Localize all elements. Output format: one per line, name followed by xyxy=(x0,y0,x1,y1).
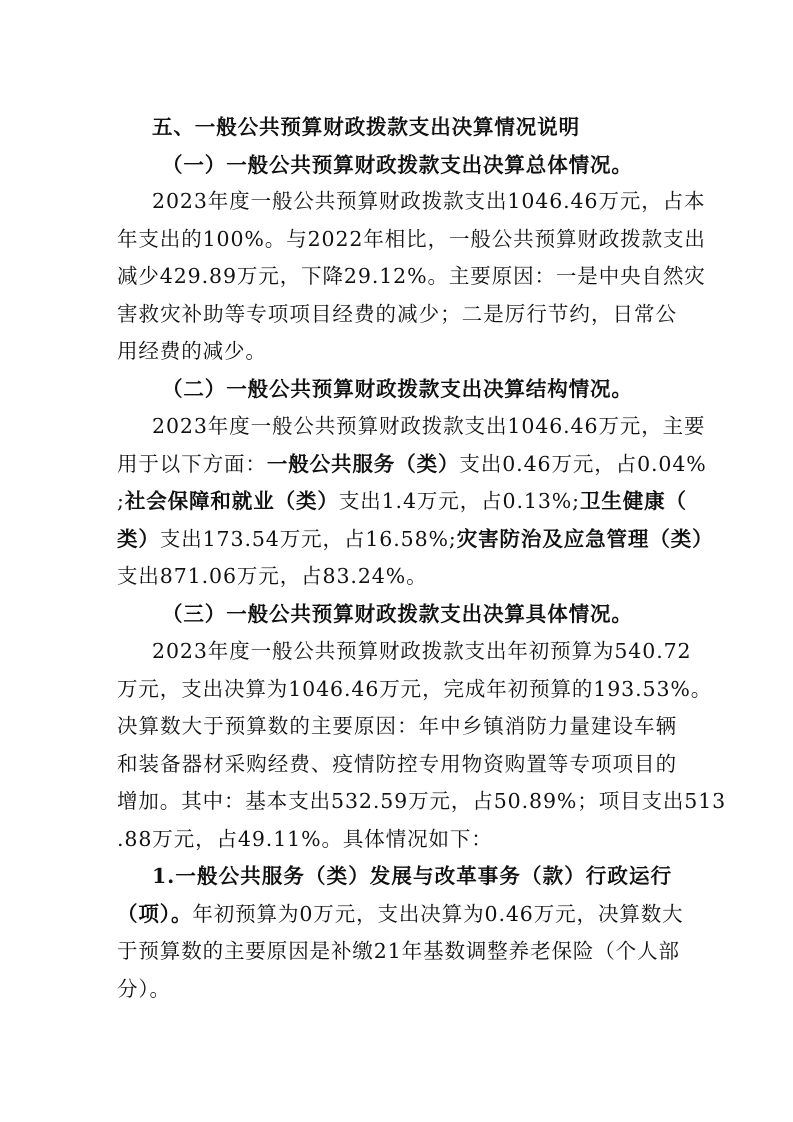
paragraph-1-line-3: 减少429.89万元，下降29.12%。主要原因：一是中央自然灾 xyxy=(117,264,706,288)
category-general-public-services: 一般公共服务（类） xyxy=(266,452,460,476)
paragraph-2-line-2 xyxy=(117,449,707,479)
paragraph-2-line-1: 2023年度一般公共预算财政拨款支出1046.46万元，主要 xyxy=(152,414,706,438)
text-segment: 用于以下方面： xyxy=(117,452,267,476)
text-segment: 支出0.46万元，占0.04% xyxy=(459,452,707,476)
category-health: 卫生健康（ xyxy=(579,489,687,513)
paragraph-3-line-6: .88万元，占49.11%。具体情况如下： xyxy=(117,827,493,851)
category-disaster-prevention: 灾害防治及应急管理（类） xyxy=(456,527,714,551)
paragraph-3-line-2: 万元，支出决算为1046.46万元，完成年初预算的193.53%。 xyxy=(117,677,713,701)
section-heading: 五、一般公共预算财政拨款支出决算情况说明 xyxy=(152,115,580,139)
category-health-cont: 类） xyxy=(117,527,160,551)
paragraph-1-line-1: 2023年度一般公共预算财政拨款支出1046.46万元，占本 xyxy=(152,189,706,213)
item-1-title: 1.一般公共服务（类）发展与改革事务（款）行政运行 xyxy=(152,864,672,888)
paragraph-1-line-2: 年支出的100%。与2022年相比，一般公共预算财政拨款支出 xyxy=(117,227,706,251)
paragraph-2-line-5: 支出871.06万元，占83.24%。 xyxy=(117,564,428,588)
subsection-title-2: （二）一般公共预算财政拨款支出决算结构情况。 xyxy=(162,377,633,401)
item-1-line-2 xyxy=(117,899,684,929)
paragraph-2-line-3 xyxy=(117,486,687,516)
item-1-line-4: 分）。 xyxy=(117,977,171,1001)
paragraph-3-line-4: 和装备器材采购经费、疫情防控专用物资购置等专项项目的 xyxy=(117,752,677,776)
subsection-title-1: （一）一般公共预算财政拨款支出决算总体情况。 xyxy=(162,153,633,177)
paragraph-1-line-4: 害救灾补助等专项项目经费的减少；二是厉行节约，日常公 xyxy=(117,302,677,326)
text-segment: ; xyxy=(117,489,125,513)
text-segment: 年初预算为0万元，支出决算为0.46万元，决算数大 xyxy=(192,902,684,926)
paragraph-3-line-1: 2023年度一般公共预算财政拨款支出年初预算为540.72 xyxy=(152,639,692,663)
paragraph-1-line-5: 用经费的减少。 xyxy=(117,339,267,363)
paragraph-3-line-3: 决算数大于预算数的主要原因：年中乡镇消防力量建设车辆 xyxy=(117,714,677,738)
item-1-line-3: 于预算数的主要原因是补缴21年基数调整养老保险（个人部 xyxy=(117,939,680,963)
subsection-title-3: （三）一般公共预算财政拨款支出决算具体情况。 xyxy=(162,602,633,626)
text-segment: 支出173.54万元，占16.58%; xyxy=(159,527,457,551)
category-social-security: 社会保障和就业（类） xyxy=(124,489,339,513)
text-segment: 支出1.4万元，占0.13%; xyxy=(338,489,580,513)
item-1-title-cont: （项）。 xyxy=(117,902,193,926)
paragraph-2-line-4 xyxy=(117,524,714,554)
paragraph-3-line-5: 增加。其中：基本支出532.59万元，占50.89%；项目支出513 xyxy=(117,789,727,813)
